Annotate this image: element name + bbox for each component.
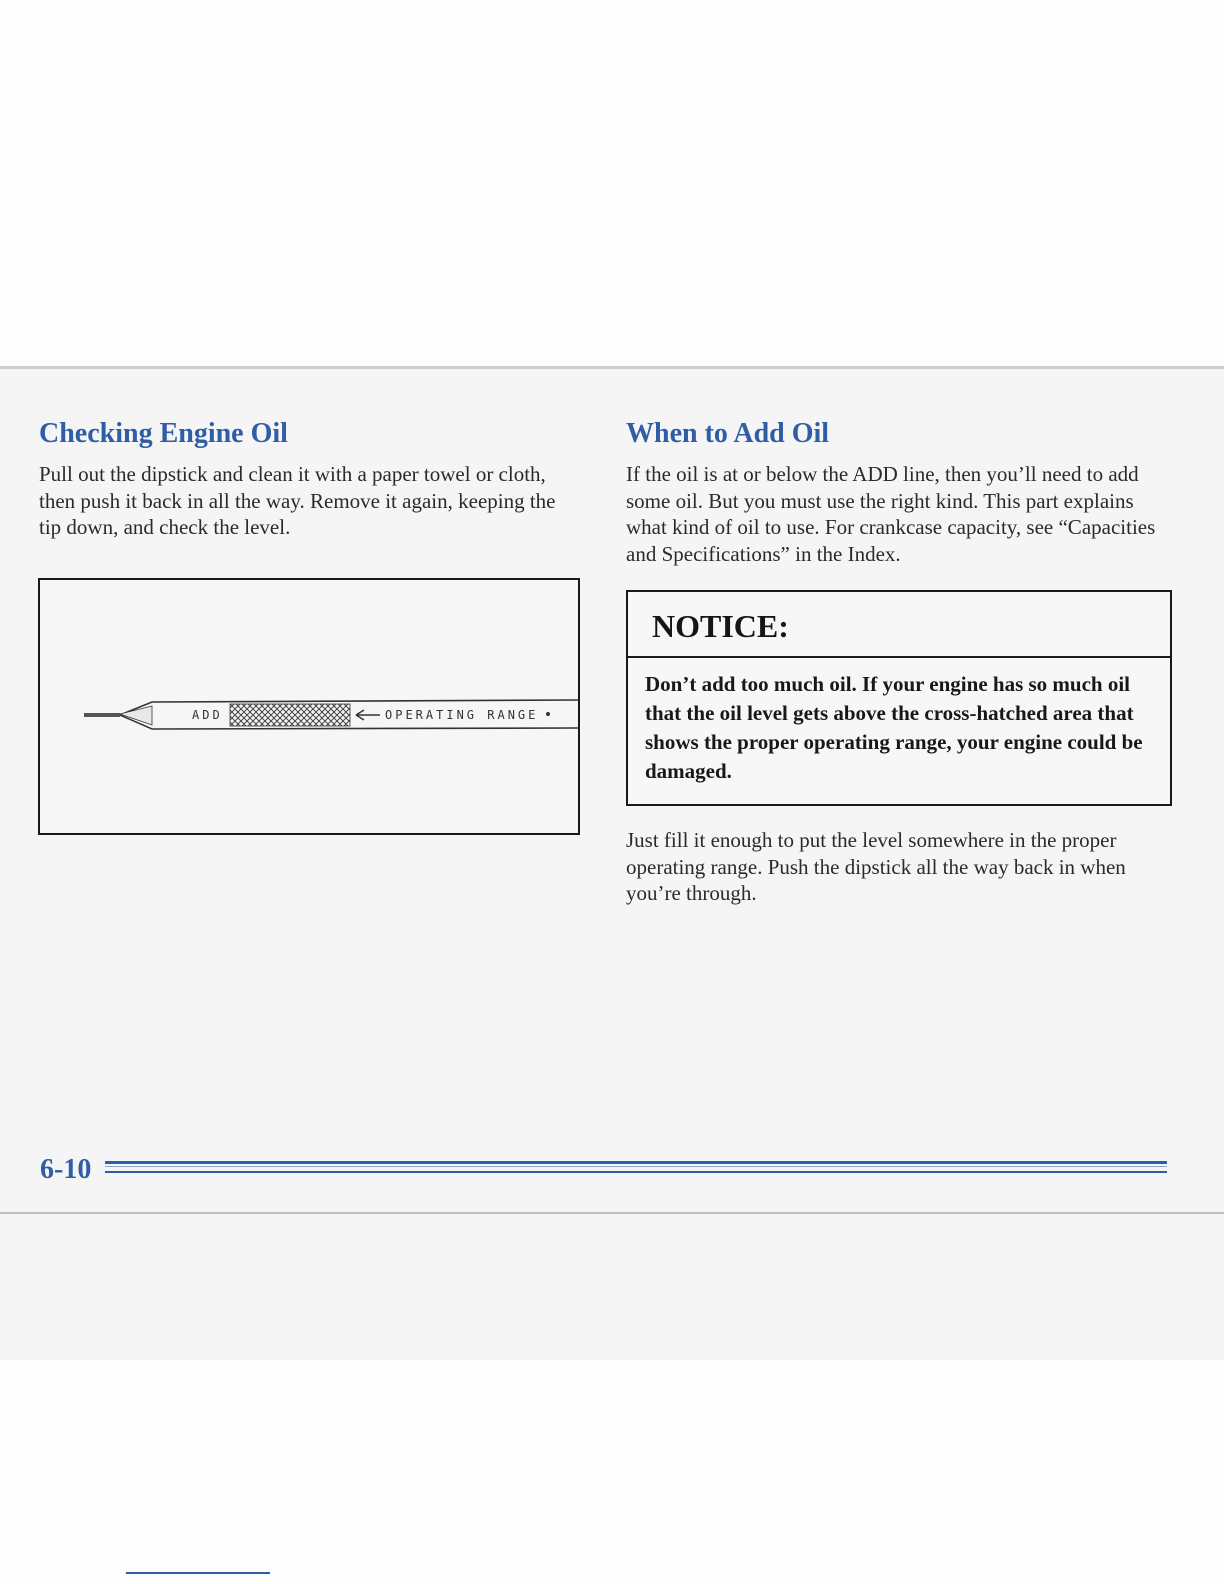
notice-box (626, 590, 1172, 806)
section-heading-when-to-add: When to Add Oil (626, 418, 830, 449)
notice-body: Don’t add too much oil. If your engine has so much oil that the oil level gets above the cross-hatched area that shows the proper operating range, your engine could be damaged. (645, 672, 1143, 783)
footer-rule-thin (105, 1166, 1167, 1167)
page-number: 6-10 (40, 1154, 92, 1185)
operating-range-label: OPERATING RANGE (385, 708, 539, 722)
stray-underline (126, 1572, 270, 1574)
when-to-add-paragraph: If the oil is at or below the ADD line, then you’ll need to add some oil. But you must use the right kind. This part explains what kind of oil to use. For crankcase capacity, see “Capacities and Specifications” in the Index. (626, 462, 1156, 566)
footer-rule (105, 1161, 1167, 1164)
cross-hatched-operating-range (230, 704, 350, 726)
page-top-edge (0, 366, 1224, 369)
fill-instructions-paragraph: Just fill it enough to put the level somewhere in the proper operating range. Push the dipstick all the way back in when you’re through. (626, 828, 1126, 905)
page-bottom-edge (0, 1212, 1224, 1214)
checking-oil-paragraph: Pull out the dipstick and clean it with a paper towel or cloth, then push it back in all the way. Remove it again, keeping the tip down, and check the level. (39, 462, 556, 539)
add-mark-label: ADD (192, 708, 223, 722)
dipstick-illustration (38, 578, 580, 835)
section-heading-checking-oil: Checking Engine Oil (39, 418, 288, 449)
footer-rule-lower (105, 1171, 1167, 1173)
dipstick-drawing (40, 580, 578, 833)
range-end-dot (546, 712, 550, 716)
notice-title: NOTICE: (628, 592, 1170, 658)
range-arrow (356, 710, 380, 720)
